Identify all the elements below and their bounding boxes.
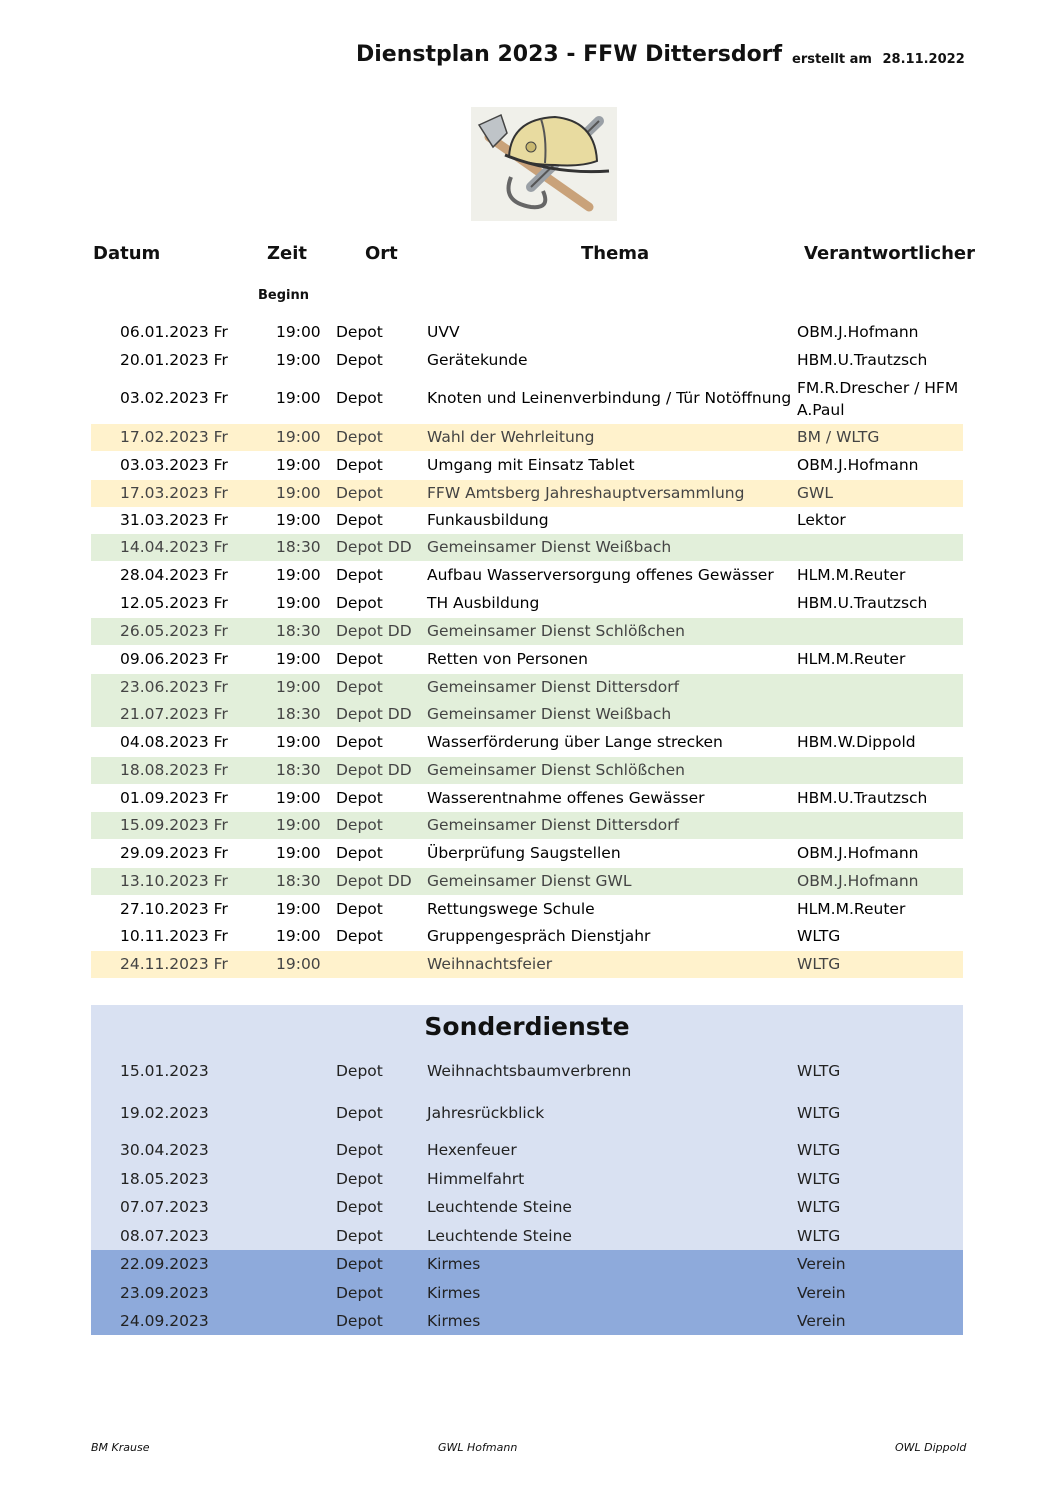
row-place: Depot DD xyxy=(336,761,412,779)
row-time: 19:00 xyxy=(276,650,321,668)
row-responsible: GWL xyxy=(797,484,833,502)
row-date: 23.09.2023 xyxy=(120,1284,209,1302)
sonderdienst-row xyxy=(91,1307,963,1335)
row-responsible: Verein xyxy=(797,1312,846,1330)
row-place: Depot xyxy=(336,789,383,807)
sonderdienste-title: Sonderdienste xyxy=(424,1012,630,1041)
row-responsible: WLTG xyxy=(797,1104,841,1122)
row-date: 28.04.2023 Fr xyxy=(120,566,228,584)
row-responsible: HBM.U.Trautzsch xyxy=(797,594,928,612)
row-date: 06.01.2023 Fr xyxy=(120,323,228,341)
table-row xyxy=(91,562,963,589)
row-topic: Leuchtende Steine xyxy=(427,1227,572,1245)
row-place: Depot xyxy=(336,1284,383,1302)
row-responsible: WLTG xyxy=(797,1227,841,1245)
table-row xyxy=(91,480,963,507)
row-responsible-line2: A.Paul xyxy=(797,401,845,419)
table-row xyxy=(91,951,963,978)
table-row xyxy=(91,757,963,784)
row-responsible: WLTG xyxy=(797,1170,841,1188)
row-place: Depot xyxy=(336,428,383,446)
row-place: Depot DD xyxy=(336,705,412,723)
table-row xyxy=(91,452,963,478)
row-topic: Hexenfeuer xyxy=(427,1141,517,1159)
row-time: 19:00 xyxy=(276,594,321,612)
header-verantwortlicher: Verantwortlicher xyxy=(804,243,975,264)
table-row xyxy=(91,319,963,345)
footer-right: OWL Dippold xyxy=(895,1441,967,1454)
row-topic: Umgang mit Einsatz Tablet xyxy=(427,456,635,474)
row-date: 15.01.2023 xyxy=(120,1062,209,1080)
row-topic: Kirmes xyxy=(427,1312,481,1330)
row-time: 19:00 xyxy=(276,484,321,502)
row-time: 19:00 xyxy=(276,389,321,407)
row-topic: Himmelfahrt xyxy=(427,1170,525,1188)
row-topic: FFW Amtsberg Jahreshauptversammlung xyxy=(427,484,745,502)
row-place: Depot xyxy=(336,1198,383,1216)
row-topic: Gemeinsamer Dienst Schlößchen xyxy=(427,622,685,640)
row-place: Depot DD xyxy=(336,872,412,890)
sonderdienst-row xyxy=(91,1137,963,1163)
row-date: 18.08.2023 Fr xyxy=(120,761,228,779)
row-place: Depot xyxy=(336,484,383,502)
row-time: 19:00 xyxy=(276,900,321,918)
row-time: 19:00 xyxy=(276,351,321,369)
row-topic: Rettungswege Schule xyxy=(427,900,595,918)
row-topic: Gerätekunde xyxy=(427,351,528,369)
row-place: Depot xyxy=(336,1255,383,1273)
header-datum: Datum xyxy=(93,243,161,264)
table-row xyxy=(91,618,963,645)
row-place: Depot xyxy=(336,816,383,834)
table-row xyxy=(91,812,963,839)
sonderdienst-row xyxy=(91,1279,963,1307)
row-time: 19:00 xyxy=(276,733,321,751)
row-topic: Aufbau Wasserversorgung offenes Gewässer xyxy=(427,566,774,584)
row-responsible: OBM.J.Hofmann xyxy=(797,323,919,341)
row-time: 19:00 xyxy=(276,789,321,807)
row-topic: Überprüfung Saugstellen xyxy=(427,844,621,862)
row-time: 19:00 xyxy=(276,927,321,945)
row-place: Depot xyxy=(336,900,383,918)
row-topic: Funkausbildung xyxy=(427,511,549,529)
page-title: Dienstplan 2023 - FFW Dittersdorf xyxy=(356,42,783,67)
row-date: 19.02.2023 xyxy=(120,1104,209,1122)
footer-center: GWL Hofmann xyxy=(438,1441,518,1454)
row-responsible: WLTG xyxy=(797,927,841,945)
row-place: Depot xyxy=(336,650,383,668)
row-topic: Gemeinsamer Dienst Schlößchen xyxy=(427,761,685,779)
row-time: 19:00 xyxy=(276,955,321,973)
row-topic: TH Ausbildung xyxy=(427,594,540,612)
row-place: Depot xyxy=(336,927,383,945)
row-place: Depot xyxy=(336,323,383,341)
row-topic: Gemeinsamer Dienst Dittersdorf xyxy=(427,678,680,696)
row-place: Depot DD xyxy=(336,622,412,640)
row-responsible: OBM.J.Hofmann xyxy=(797,456,919,474)
row-responsible: HBM.U.Trautzsch xyxy=(797,789,928,807)
row-date: 04.08.2023 Fr xyxy=(120,733,228,751)
row-topic: Kirmes xyxy=(427,1284,481,1302)
row-place: Depot xyxy=(336,733,383,751)
row-date: 17.02.2023 Fr xyxy=(120,428,228,446)
table-row xyxy=(91,729,963,756)
row-time: 19:00 xyxy=(276,678,321,696)
row-topic: Wasserförderung über Lange strecken xyxy=(427,733,723,751)
row-time: 19:00 xyxy=(276,456,321,474)
row-topic: Gemeinsamer Dienst GWL xyxy=(427,872,632,890)
row-topic: UVV xyxy=(427,323,460,341)
row-time: 18:30 xyxy=(276,705,321,723)
row-responsible: Verein xyxy=(797,1284,846,1302)
sonderdienst-row xyxy=(91,1058,963,1084)
row-topic: Gruppengespräch Dienstjahr xyxy=(427,927,651,945)
row-responsible-line1: FM.R.Drescher / HFM xyxy=(797,379,959,397)
row-responsible: WLTG xyxy=(797,1141,841,1159)
table-row xyxy=(91,646,963,673)
footer-left: BM Krause xyxy=(91,1441,150,1454)
row-responsible: WLTG xyxy=(797,1198,841,1216)
row-time: 19:00 xyxy=(276,511,321,529)
row-date: 03.03.2023 Fr xyxy=(120,456,228,474)
row-date: 26.05.2023 Fr xyxy=(120,622,228,640)
row-date: 09.06.2023 Fr xyxy=(120,650,228,668)
row-date: 10.11.2023 Fr xyxy=(120,927,228,945)
table-row xyxy=(91,424,963,451)
row-date: 08.07.2023 xyxy=(120,1227,209,1245)
sonderdienst-row xyxy=(91,1194,963,1221)
row-responsible: Verein xyxy=(797,1255,846,1273)
row-topic: Knoten und Leinenverbindung / Tür Notöffnung xyxy=(427,389,792,407)
row-time: 18:30 xyxy=(276,761,321,779)
row-responsible: OBM.J.Hofmann xyxy=(797,844,919,862)
row-topic: Leuchtende Steine xyxy=(427,1198,572,1216)
row-topic: Gemeinsamer Dienst Dittersdorf xyxy=(427,816,680,834)
row-time: 18:30 xyxy=(276,872,321,890)
table-row xyxy=(91,347,963,373)
row-time: 19:00 xyxy=(276,428,321,446)
header-zeit: Zeit xyxy=(267,243,308,264)
row-topic: Jahresrückblick xyxy=(427,1104,545,1122)
header-beginn: Beginn xyxy=(258,288,309,303)
row-time: 19:00 xyxy=(276,816,321,834)
row-place: Depot xyxy=(336,351,383,369)
table-row xyxy=(91,868,963,895)
row-responsible: HBM.U.Trautzsch xyxy=(797,351,928,369)
row-responsible: Lektor xyxy=(797,511,846,529)
table-row xyxy=(91,785,963,811)
row-place: Depot xyxy=(336,1062,383,1080)
row-place: Depot xyxy=(336,566,383,584)
row-date: 27.10.2023 Fr xyxy=(120,900,228,918)
row-topic: Gemeinsamer Dienst Weißbach xyxy=(427,705,672,723)
row-topic: Wasserentnahme offenes Gewässer xyxy=(427,789,705,807)
row-date: 13.10.2023 Fr xyxy=(120,872,228,890)
row-place: Depot xyxy=(336,1141,383,1159)
row-place: Depot xyxy=(336,389,383,407)
row-place: Depot xyxy=(336,511,383,529)
table-row xyxy=(91,507,963,533)
row-place: Depot xyxy=(336,594,383,612)
row-date: 30.04.2023 xyxy=(120,1141,209,1159)
row-topic: Wahl der Wehrleitung xyxy=(427,428,595,446)
row-place: Depot DD xyxy=(336,538,412,556)
row-date: 18.05.2023 xyxy=(120,1170,209,1188)
row-date: 24.09.2023 xyxy=(120,1312,209,1330)
row-date: 03.02.2023 Fr xyxy=(120,389,228,407)
row-topic: Gemeinsamer Dienst Weißbach xyxy=(427,538,672,556)
firefighter-helmet-axe-hose-icon xyxy=(471,107,617,221)
header-thema: Thema xyxy=(581,243,650,264)
table-row xyxy=(91,896,963,922)
table-row xyxy=(91,701,963,727)
sonderdienst-row xyxy=(91,1099,963,1127)
sonderdienst-row xyxy=(91,1222,963,1250)
row-time: 19:00 xyxy=(276,844,321,862)
row-date: 01.09.2023 Fr xyxy=(120,789,228,807)
row-date: 17.03.2023 Fr xyxy=(120,484,228,502)
row-responsible: HLM.M.Reuter xyxy=(797,650,906,668)
row-topic: Kirmes xyxy=(427,1255,481,1273)
table-row xyxy=(91,923,963,950)
created-info xyxy=(792,52,965,67)
row-responsible: WLTG xyxy=(797,1062,841,1080)
row-time: 18:30 xyxy=(276,622,321,640)
row-date: 20.01.2023 Fr xyxy=(120,351,228,369)
row-date: 29.09.2023 Fr xyxy=(120,844,228,862)
row-place: Depot xyxy=(336,678,383,696)
header-ort: Ort xyxy=(365,243,398,264)
sonderdienst-row xyxy=(91,1250,963,1279)
row-responsible: OBM.J.Hofmann xyxy=(797,872,919,890)
created-date: 28.11.2022 xyxy=(882,52,965,67)
row-responsible: HLM.M.Reuter xyxy=(797,566,906,584)
row-place: Depot xyxy=(336,456,383,474)
row-date: 14.04.2023 Fr xyxy=(120,538,228,556)
row-place: Depot xyxy=(336,1104,383,1122)
row-place: Depot xyxy=(336,1227,383,1245)
row-place: Depot xyxy=(336,844,383,862)
row-date: 15.09.2023 Fr xyxy=(120,816,228,834)
row-topic: Weihnachtsbaumverbrenn xyxy=(427,1062,632,1080)
row-place: Depot xyxy=(336,1170,383,1188)
row-date: 21.07.2023 Fr xyxy=(120,705,228,723)
row-date: 24.11.2023 Fr xyxy=(120,955,228,973)
row-responsible: BM / WLTG xyxy=(797,428,880,446)
table-row xyxy=(91,840,963,867)
row-date: 31.03.2023 Fr xyxy=(120,511,228,529)
row-date: 12.05.2023 Fr xyxy=(120,594,228,612)
row-time: 19:00 xyxy=(276,323,321,341)
created-label: erstellt am xyxy=(792,52,872,67)
row-place: Depot xyxy=(336,1312,383,1330)
row-time: 19:00 xyxy=(276,566,321,584)
row-date: 07.07.2023 xyxy=(120,1198,209,1216)
sonderdienst-row xyxy=(91,1165,963,1193)
row-responsible: HLM.M.Reuter xyxy=(797,900,906,918)
table-row xyxy=(91,534,963,561)
row-topic: Retten von Personen xyxy=(427,650,588,668)
row-responsible: WLTG xyxy=(797,955,841,973)
table-row xyxy=(91,590,963,616)
row-topic: Weihnachtsfeier xyxy=(427,955,553,973)
row-time: 18:30 xyxy=(276,538,321,556)
row-responsible xyxy=(797,377,958,421)
table-row xyxy=(91,375,963,422)
row-date: 23.06.2023 Fr xyxy=(120,678,228,696)
row-responsible: HBM.W.Dippold xyxy=(797,733,916,751)
row-date: 22.09.2023 xyxy=(120,1255,209,1273)
table-row xyxy=(91,674,963,701)
